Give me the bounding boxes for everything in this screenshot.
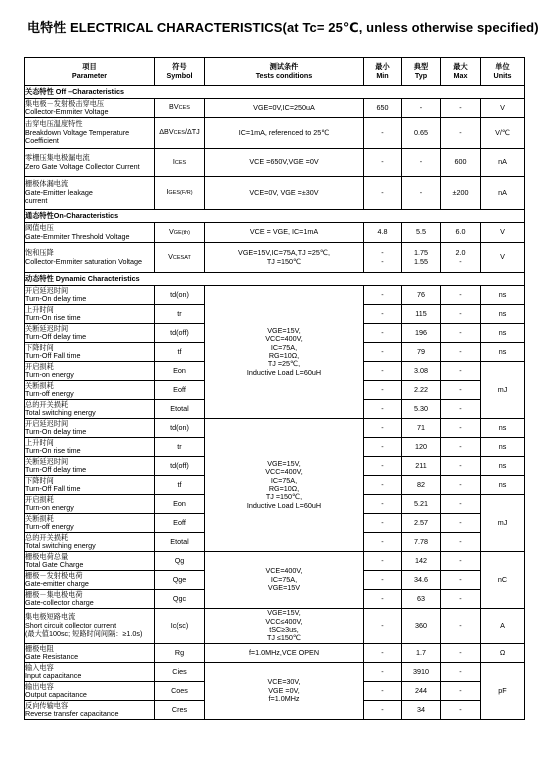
symbol-cell: Eon xyxy=(155,362,205,381)
condition-cell: VGE=0V,IC=250uA xyxy=(205,99,364,118)
param-cell: 栅极－发射极电荷 Gate-emitter charge xyxy=(25,571,155,590)
section-off: 关态特性 Off –Characteristics xyxy=(25,86,525,99)
table-row xyxy=(25,663,525,682)
unit-cell: ns xyxy=(481,324,525,343)
param-cell: 反向传输电容 Reverse transfer capacitance xyxy=(25,701,155,720)
typ-cell: 2.57 xyxy=(402,514,441,533)
param-cell: 上升时间 Turn-On rise time xyxy=(25,305,155,324)
max-cell: - xyxy=(441,609,481,644)
param-cell: 开启延迟时间 Turn-On delay time xyxy=(25,419,155,438)
param-cell: 总的开关损耗 Total switching energy xyxy=(25,400,155,419)
typ-cell: 2.22 xyxy=(402,381,441,400)
max-cell: - xyxy=(441,457,481,476)
typ-cell: 5.30 xyxy=(402,400,441,419)
typ-cell: 34 xyxy=(402,701,441,720)
param-cell: 阈值电压 Gate-Emmiter Threshold Voltage xyxy=(25,223,155,243)
section-on: 通态特性On-Characteristics xyxy=(25,210,525,223)
min-cell: - - xyxy=(364,243,402,273)
symbol-cell: td(on) xyxy=(155,419,205,438)
symbol-cell: ICES xyxy=(155,149,205,177)
symbol-cell: Ic(sc) xyxy=(155,609,205,644)
max-cell: - xyxy=(441,663,481,682)
min-cell: - xyxy=(364,533,402,552)
section-dynamic: 动态特性 Dynamic Characteristics xyxy=(25,273,525,286)
min-cell: - xyxy=(364,663,402,682)
symbol-cell: Eoff xyxy=(155,381,205,400)
min-cell: - xyxy=(364,324,402,343)
param-cell: 关断延迟时间 Turn-Off delay time xyxy=(25,324,155,343)
param-cell: 栅极电荷总量 Total Gate Charge xyxy=(25,552,155,571)
header-typ: 典型 Typ xyxy=(402,58,441,86)
table-row xyxy=(25,177,525,210)
typ-cell: 63 xyxy=(402,590,441,609)
table-row xyxy=(25,149,525,177)
header-conditions: 测试条件 Tests conditions xyxy=(205,58,364,86)
param-cell: 关断损耗 Turn-off energy xyxy=(25,381,155,400)
symbol-cell: tr xyxy=(155,305,205,324)
param-cell: 击穿电压温度特性 Breakdown Voltage Temperature Coefficient xyxy=(25,118,155,149)
typ-cell: 76 xyxy=(402,286,441,305)
max-cell: - xyxy=(441,400,481,419)
typ-cell: 3910 xyxy=(402,663,441,682)
symbol-cell: tf xyxy=(155,343,205,362)
max-cell: 600 xyxy=(441,149,481,177)
symbol-cell: Qge xyxy=(155,571,205,590)
param-cell: 栅极－集电极电荷 Gate-collector charge xyxy=(25,590,155,609)
symbol-cell: td(on) xyxy=(155,286,205,305)
symbol-cell: BVCES xyxy=(155,99,205,118)
min-cell: - xyxy=(364,682,402,701)
max-cell: - xyxy=(441,99,481,118)
unit-cell: ns xyxy=(481,476,525,495)
max-cell: - xyxy=(441,419,481,438)
typ-cell: 244 xyxy=(402,682,441,701)
max-cell: - xyxy=(441,495,481,514)
min-cell: - xyxy=(364,552,402,571)
max-cell: 6.0 xyxy=(441,223,481,243)
table-row xyxy=(25,118,525,149)
unit-cell: nC xyxy=(481,552,525,609)
header-symbol: 符号 Symbol xyxy=(155,58,205,86)
max-cell: - xyxy=(441,381,481,400)
condition-cell: VGE=15V, VCC=400V, IC=75A, RG=10Ω, TJ =150℃, Inductive Load L=60uH xyxy=(205,419,364,552)
param-cell: 下降时间 Turn-Off Fall time xyxy=(25,476,155,495)
symbol-cell: Cres xyxy=(155,701,205,720)
symbol-cell: Eon xyxy=(155,495,205,514)
typ-cell: - xyxy=(402,177,441,210)
max-cell: 2.0 - xyxy=(441,243,481,273)
max-cell: - xyxy=(441,362,481,381)
min-cell: - xyxy=(364,118,402,149)
table-row xyxy=(25,286,525,305)
table-header-row xyxy=(25,58,525,86)
max-cell: - xyxy=(441,533,481,552)
unit-cell: A xyxy=(481,609,525,644)
min-cell: - xyxy=(364,495,402,514)
param-cell: 开启损耗 Turn-on energy xyxy=(25,362,155,381)
typ-cell: 211 xyxy=(402,457,441,476)
symbol-cell: tr xyxy=(155,438,205,457)
table-row xyxy=(25,419,525,438)
typ-cell: - xyxy=(402,149,441,177)
param-cell: 总的开关损耗 Total switching energy xyxy=(25,533,155,552)
unit-cell: ns xyxy=(481,419,525,438)
table-row xyxy=(25,243,525,273)
max-cell: - xyxy=(441,324,481,343)
typ-cell: 82 xyxy=(402,476,441,495)
max-cell: - xyxy=(441,644,481,663)
header-parameter: 项目 Parameter xyxy=(25,58,155,86)
min-cell: - xyxy=(364,149,402,177)
symbol-cell: Qg xyxy=(155,552,205,571)
param-cell: 下降时间 Turn-Off Fall time xyxy=(25,343,155,362)
min-cell: - xyxy=(364,571,402,590)
max-cell: ±200 xyxy=(441,177,481,210)
symbol-cell: Coes xyxy=(155,682,205,701)
header-units: 单位 Units xyxy=(481,58,525,86)
min-cell: - xyxy=(364,177,402,210)
condition-cell: VGE=15V, VCC=400V, IC=75A, RG=10Ω, TJ =25℃, Inductive Load L=60uH xyxy=(205,286,364,419)
symbol-cell: ΔBVCES/ΔTJ xyxy=(155,118,205,149)
unit-cell: ns xyxy=(481,438,525,457)
min-cell: - xyxy=(364,438,402,457)
symbol-cell: Rg xyxy=(155,644,205,663)
param-cell: 输出电容 Output capacitance xyxy=(25,682,155,701)
table-row xyxy=(25,552,525,571)
max-cell: - xyxy=(441,343,481,362)
symbol-cell: VGE(th) xyxy=(155,223,205,243)
max-cell: - xyxy=(441,286,481,305)
unit-cell: V/℃ xyxy=(481,118,525,149)
typ-cell: 34.6 xyxy=(402,571,441,590)
condition-cell: VGE=15V,IC=75A,TJ =25℃, TJ =150℃ xyxy=(205,243,364,273)
symbol-cell: Eoff xyxy=(155,514,205,533)
unit-cell: V xyxy=(481,99,525,118)
condition-cell: VCE=30V, VGE =0V, f=1.0MHz xyxy=(205,663,364,720)
unit-cell: Ω xyxy=(481,644,525,663)
unit-cell: pF xyxy=(481,663,525,720)
min-cell: - xyxy=(364,644,402,663)
unit-cell: mJ xyxy=(481,495,525,552)
param-cell: 栅极电阻 Gate Resistance xyxy=(25,644,155,663)
min-cell: 650 xyxy=(364,99,402,118)
unit-cell: mJ xyxy=(481,362,525,419)
table-row xyxy=(25,99,525,118)
max-cell: - xyxy=(441,118,481,149)
typ-cell: 115 xyxy=(402,305,441,324)
table-row xyxy=(25,223,525,243)
symbol-cell: IGES(F/R) xyxy=(155,177,205,210)
param-cell: 栅极体漏电流 Gate-Emitter leakage current xyxy=(25,177,155,210)
condition-cell: IC=1mA, referenced to 25℃ xyxy=(205,118,364,149)
electrical-characteristics-table xyxy=(24,57,525,720)
unit-cell: nA xyxy=(481,177,525,210)
min-cell: - xyxy=(364,701,402,720)
condition-cell: VCE=0V, VGE =±30V xyxy=(205,177,364,210)
param-cell: 饱和压降 Collector-Emmiter saturation Voltage xyxy=(25,243,155,273)
min-cell: - xyxy=(364,381,402,400)
min-cell: 4.8 xyxy=(364,223,402,243)
min-cell: - xyxy=(364,514,402,533)
max-cell: - xyxy=(441,701,481,720)
min-cell: - xyxy=(364,305,402,324)
condition-cell: VCE = VGE, IC=1mA xyxy=(205,223,364,243)
min-cell: - xyxy=(364,419,402,438)
typ-cell: 120 xyxy=(402,438,441,457)
typ-cell: 71 xyxy=(402,419,441,438)
typ-cell: 1.75 1.55 xyxy=(402,243,441,273)
typ-cell: 7.78 xyxy=(402,533,441,552)
typ-cell: 79 xyxy=(402,343,441,362)
min-cell: - xyxy=(364,476,402,495)
typ-cell: 360 xyxy=(402,609,441,644)
typ-cell: 5.21 xyxy=(402,495,441,514)
param-cell: 集电极－发射极击穿电压 Collector-Emmiter Voltage xyxy=(25,99,155,118)
min-cell: - xyxy=(364,362,402,381)
unit-cell: nA xyxy=(481,149,525,177)
max-cell: - xyxy=(441,590,481,609)
min-cell: - xyxy=(364,286,402,305)
symbol-cell: tf xyxy=(155,476,205,495)
min-cell: - xyxy=(364,609,402,644)
symbol-cell: Qgc xyxy=(155,590,205,609)
symbol-cell: VCESAT xyxy=(155,243,205,273)
page-title: 电特性 ELECTRICAL CHARACTERISTICS(at Tc= 25℃, unless otherwise specified) xyxy=(27,20,539,35)
max-cell: - xyxy=(441,305,481,324)
symbol-cell: Etotal xyxy=(155,533,205,552)
condition-cell: VGE=15V, VCC≤400V, tSC≥3us, TJ ≤150℃ xyxy=(205,609,364,644)
max-cell: - xyxy=(441,438,481,457)
param-cell: 零栅压集电极漏电流 Zero Gate Voltage Collector Current xyxy=(25,149,155,177)
unit-cell: ns xyxy=(481,305,525,324)
max-cell: - xyxy=(441,476,481,495)
param-cell: 关断延迟时间 Turn-Off delay time xyxy=(25,457,155,476)
table-row xyxy=(25,644,525,663)
param-cell: 输入电容 Input capacitance xyxy=(25,663,155,682)
unit-cell: V xyxy=(481,243,525,273)
unit-cell: ns xyxy=(481,286,525,305)
param-cell: 集电极短路电流 Short circuit collector current (最大值100sc; 短路时间间隔：≥1.0s) xyxy=(25,609,155,644)
max-cell: - xyxy=(441,682,481,701)
max-cell: - xyxy=(441,571,481,590)
param-cell: 开启损耗 Turn-on energy xyxy=(25,495,155,514)
typ-cell: 142 xyxy=(402,552,441,571)
unit-cell: ns xyxy=(481,343,525,362)
symbol-cell: Etotal xyxy=(155,400,205,419)
condition-cell: f=1.0MHz,VCE OPEN xyxy=(205,644,364,663)
param-cell: 开启延迟时间 Turn-On delay time xyxy=(25,286,155,305)
min-cell: - xyxy=(364,400,402,419)
typ-cell: 0.65 xyxy=(402,118,441,149)
max-cell: - xyxy=(441,552,481,571)
typ-cell: 5.5 xyxy=(402,223,441,243)
table-row xyxy=(25,609,525,644)
min-cell: - xyxy=(364,590,402,609)
typ-cell: 1.7 xyxy=(402,644,441,663)
header-max: 最大 Max xyxy=(441,58,481,86)
unit-cell: ns xyxy=(481,457,525,476)
min-cell: - xyxy=(364,457,402,476)
condition-cell: VCE=400V, IC=75A, VGE=15V xyxy=(205,552,364,609)
typ-cell: - xyxy=(402,99,441,118)
condition-cell: VCE =650V,VGE =0V xyxy=(205,149,364,177)
unit-cell: V xyxy=(481,223,525,243)
param-cell: 关断损耗 Turn-off energy xyxy=(25,514,155,533)
typ-cell: 196 xyxy=(402,324,441,343)
param-cell: 上升时间 Turn-On rise time xyxy=(25,438,155,457)
header-min: 最小 Min xyxy=(364,58,402,86)
max-cell: - xyxy=(441,514,481,533)
min-cell: - xyxy=(364,343,402,362)
typ-cell: 3.08 xyxy=(402,362,441,381)
symbol-cell: td(off) xyxy=(155,457,205,476)
symbol-cell: td(off) xyxy=(155,324,205,343)
symbol-cell: Cies xyxy=(155,663,205,682)
